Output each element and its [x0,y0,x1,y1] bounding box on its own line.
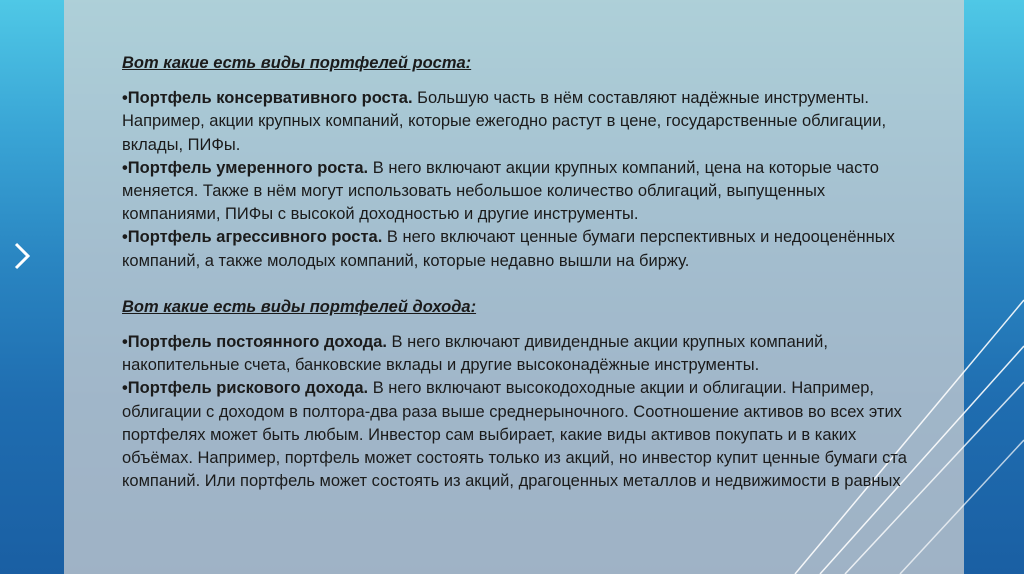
list-item [122,377,912,493]
item-lead: •Портфель рискового дохода. [122,379,369,398]
item-lead: •Портфель умеренного роста. [122,158,369,177]
item-text: В него включают ценные бумаги перспективных и недооценённых компаний, а также молодых компаний, которые недавно вышли на биржу. [122,228,895,270]
item-lead: •Портфель консервативного роста. [122,89,413,108]
section-spacer [122,273,912,296]
list-item [122,157,912,227]
list-item [122,331,912,377]
list-item [122,226,912,272]
deco-line-4 [900,440,1024,574]
item-lead: •Портфель агрессивного роста. [122,228,383,247]
section-heading-income: Вот какие есть виды портфелей дохода: [122,297,477,316]
chevron-right-icon [16,244,28,268]
item-text: В него включают высокодоходные акции и облигации. Например, облигации с доходом в полтора-два раза выше среднерыночного. Соотношение активов во всех этих портфелях может быть любым. Инвестор сам выбирает, какие виды активов покупать и в каких объёмах. Например, портфель может состоять только из акций, но инвестор купит ценные бумаги ста компаний. Или портфель может состоять из акций, драгоценных металлов и недвижимости в равных [122,379,907,491]
item-text: Большую часть в нём составляют надёжные инструменты. Например, акции крупных компаний, которые ежегодно растут в цене, государственные облигации, вклады, ПИФы. [122,89,887,154]
slide-content [122,52,912,493]
item-lead: •Портфель постоянного дохода. [122,333,387,352]
list-item [122,87,912,157]
section-heading-growth: Вот какие есть виды портфелей роста: [122,54,472,72]
item-text: В него включают дивидендные акции крупных компаний, накопительные счета, банковские вклады и другие высоконадёжные инструменты. [122,333,828,375]
item-text: В него включают акции крупных компаний, цена на которые часто меняется. Также в нём могут использовать небольшое количество облигаций, выпущенных компаниями, ПИФы с высокой доходностью и другие инструменты. [122,158,879,224]
